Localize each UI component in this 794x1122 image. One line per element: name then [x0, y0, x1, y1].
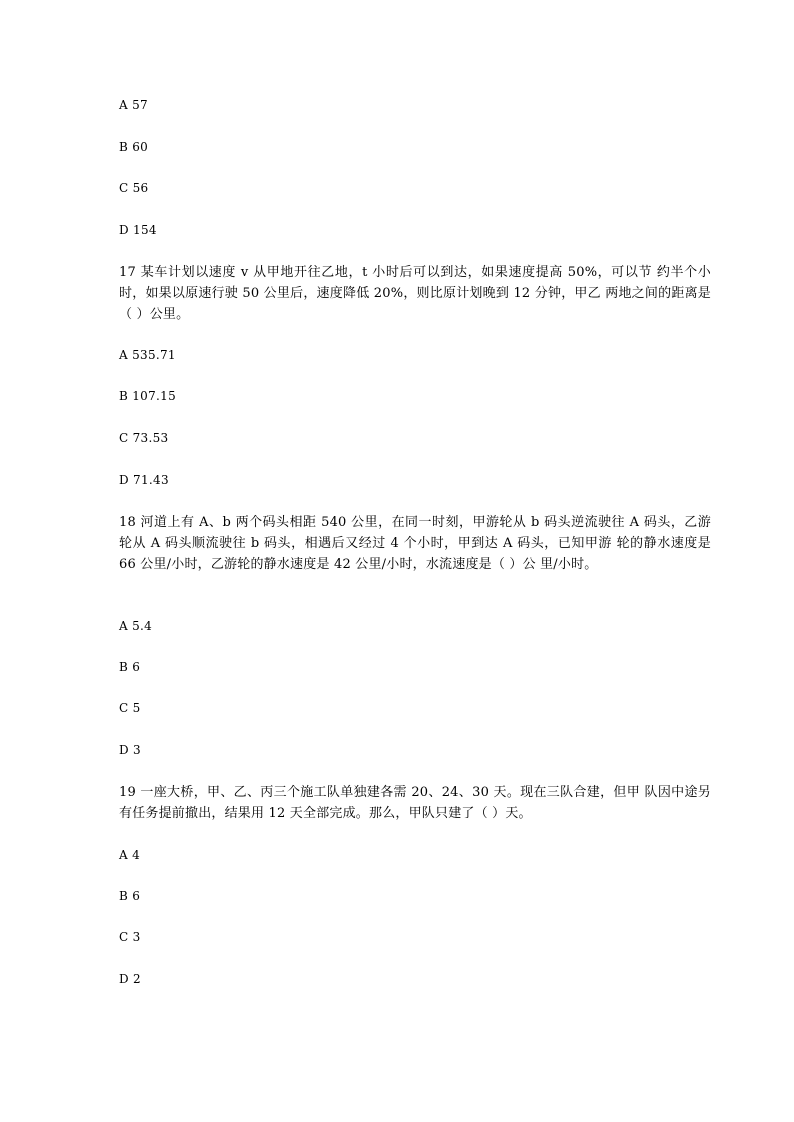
- option-c: C 56: [119, 181, 149, 195]
- option-a: A 57: [119, 98, 148, 112]
- option-d: D 154: [119, 223, 157, 237]
- option-c: C 3: [119, 930, 141, 944]
- option-d: D 71.43: [119, 473, 169, 487]
- question-17: 17 某车计划以速度 v 从甲地开往乙地，t 小时后可以到达，如果速度提高 50%，可以节 约半个小时，如果以原速行驶 50 公里后，速度降低 20%，则比原计划晚到 12 分钟，甲乙 两地之间的距离是（ ）公里。: [119, 265, 711, 322]
- option-b: B 60: [119, 140, 149, 154]
- question-19: 19 一座大桥，甲、乙、丙三个施工队单独建各需 20、24、30 天。现在三队合建，但甲 队因中途另有任务提前撤出，结果用 12 天全部完成。那么，甲队只建了（ ）天。: [119, 785, 711, 821]
- option-a: A 5.4: [119, 619, 153, 633]
- option-c: C 73.53: [119, 431, 169, 445]
- option-c: C 5: [119, 701, 141, 715]
- question-18: 18 河道上有 A、b 两个码头相距 540 公里，在同一时刻，甲游轮从 b 码头逆流驶往 A 码头，乙游轮从 A 码头顺流驶往 b 码头，相遇后又经过 4 个小时，甲到达 A 码头，已知甲游 轮的静水速度是 66 公里/小时，乙游轮的静水速度是 42 公里/小时，水流速度是（ ）公 里/小时。: [119, 515, 711, 572]
- option-a: A 4: [119, 848, 141, 862]
- option-d: D 3: [119, 743, 141, 757]
- option-b: B 6: [119, 660, 141, 674]
- option-b: B 6: [119, 889, 141, 903]
- option-d: D 2: [119, 972, 141, 986]
- option-b: B 107.15: [119, 389, 177, 403]
- option-a: A 535.71: [119, 348, 176, 362]
